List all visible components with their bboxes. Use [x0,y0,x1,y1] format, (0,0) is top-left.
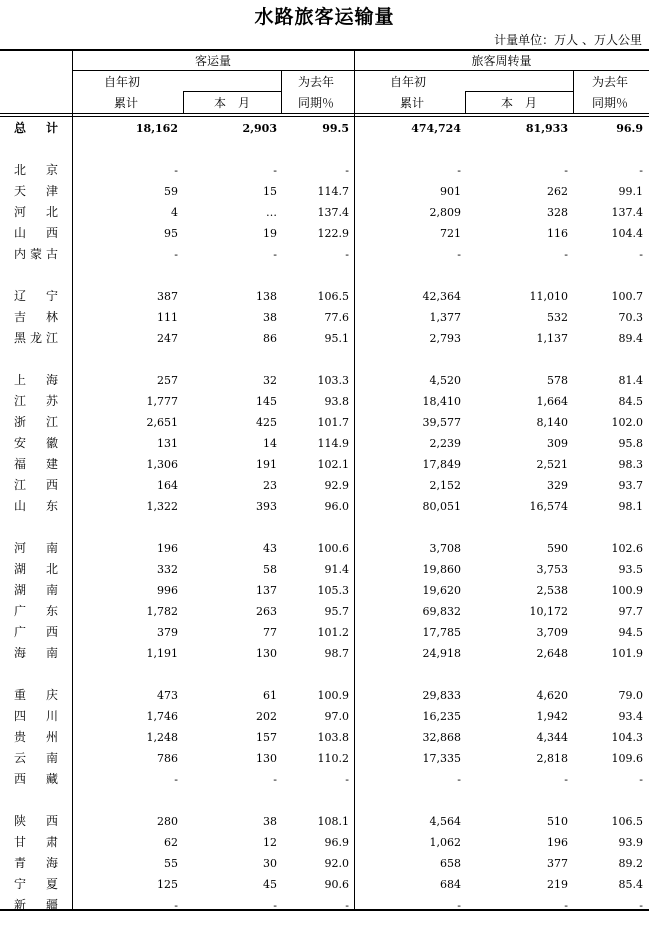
ytd-passengers-cell: 1,322 [146,500,178,513]
month-passengers-cell: 61 [263,689,277,702]
region-name: 安 徽 [14,436,58,450]
yoy-passengers-cell: 92.9 [324,479,349,492]
yoy-turnover-cell: 94.5 [618,626,643,639]
ytd-header-line2: 累计 [114,96,139,110]
region-name: 内 蒙 古 [14,247,58,261]
region-name: 黑 龙 江 [14,331,58,345]
table-row [0,181,649,202]
yoy-passengers-cell: 106.5 [317,290,349,303]
yoy-turnover-cell: 102.6 [611,542,643,555]
month-passengers-cell: 45 [263,878,277,891]
ytd-turnover-cell: 721 [440,227,461,240]
month-passengers-cell: 263 [256,605,277,618]
ytd-passengers-cell: 387 [157,290,178,303]
table-row [0,202,649,223]
table-row [0,769,649,790]
table-row [0,685,649,706]
month-turnover-cell: 262 [547,185,568,198]
month-passengers-cell: 43 [263,542,277,555]
region-name: 重 庆 [14,688,58,702]
month-turnover-cell: 219 [547,878,568,891]
month-passengers-cell: 77 [263,626,277,639]
header-bottom-rule [0,113,649,114]
spacer-row [0,349,649,370]
month-turnover-cell: 2,818 [536,752,568,765]
yoy-passengers-cell: 114.9 [317,437,349,450]
yoy-passengers-cell: - [345,248,349,261]
region-name: 北 京 [14,163,58,177]
ytd-passengers-cell: 2,651 [146,416,178,429]
ytd-turnover-cell: 17,849 [422,458,461,471]
month-passengers-cell: … [266,206,277,219]
ytd-header-line1-turnover: 自年初 [390,75,427,89]
yoy-passengers-cell: 93.8 [324,395,349,408]
ytd-passengers-cell: 18,162 [135,122,178,135]
yoy-passengers-cell: 101.2 [317,626,349,639]
yoy-turnover-cell: 97.7 [618,605,643,618]
yoy-header-line1: 为去年 [298,75,335,89]
ytd-passengers-cell: - [174,164,178,177]
yoy-turnover-cell: 96.9 [616,122,643,135]
month-passengers-cell: 130 [256,647,277,660]
ytd-header-line1: 自年初 [104,75,141,89]
unit-label: 计量单位：万人 、万人公里 [494,33,642,47]
month-turnover-cell: 4,344 [536,731,568,744]
ytd-passengers-cell: 257 [157,374,178,387]
yoy-passengers-cell: 108.1 [317,815,349,828]
month-passengers-cell: 12 [263,836,277,849]
region-name: 吉 林 [14,310,58,324]
table-row [0,748,649,769]
region-name: 天 津 [14,184,58,198]
region-name: 青 海 [14,856,58,870]
month-passengers-cell: 58 [263,563,277,576]
month-turnover-cell: 377 [547,857,568,870]
ytd-turnover-cell: - [457,899,461,912]
month-passengers-cell: - [273,773,277,786]
yoy-passengers-cell: 122.9 [317,227,349,240]
month-turnover-cell: 16,574 [529,500,568,513]
total-row [0,118,649,139]
ytd-passengers-cell: 95 [164,227,178,240]
month-turnover-cell: 2,521 [536,458,568,471]
yoy-turnover-cell: 85.4 [618,878,643,891]
header-group-rule [72,70,649,71]
month-passengers-cell: 393 [256,500,277,513]
month-turnover-cell: 3,753 [536,563,568,576]
yoy-turnover-cell: 93.7 [618,479,643,492]
yoy-turnover-cell: 70.3 [618,311,643,324]
month-passengers-cell: 15 [263,185,277,198]
table-row [0,706,649,727]
month-turnover-cell: 328 [547,206,568,219]
yoy-passengers-cell: 77.6 [324,311,349,324]
table-row [0,727,649,748]
month-turnover-cell: 2,538 [536,584,568,597]
month-passengers-cell: 38 [263,311,277,324]
month-turnover-cell: 3,709 [536,626,568,639]
table-row [0,538,649,559]
table-row [0,832,649,853]
ytd-turnover-cell: 19,860 [422,563,461,576]
month-turnover-cell: 578 [547,374,568,387]
table-row [0,643,649,664]
yoy-turnover-cell: 137.4 [611,206,643,219]
yoy-left-rule-1 [281,70,282,114]
ytd-turnover-cell: 42,364 [422,290,461,303]
region-name: 广 东 [14,604,58,618]
month-turnover-cell: - [564,899,568,912]
region-name: 湖 北 [14,562,58,576]
ytd-turnover-cell: - [457,773,461,786]
yoy-passengers-cell: 99.5 [322,122,349,135]
table-row [0,811,649,832]
month-passengers-cell: 23 [263,479,277,492]
month-turnover-cell: 309 [547,437,568,450]
table-row [0,307,649,328]
yoy-turnover-cell: 95.8 [618,437,643,450]
month-turnover-cell: 2,648 [536,647,568,660]
region-name: 海 南 [14,646,58,660]
ytd-turnover-cell: 17,785 [422,626,461,639]
region-name: 江 苏 [14,394,58,408]
ytd-passengers-cell: 4 [171,206,178,219]
ytd-passengers-cell: 131 [157,437,178,450]
yoy-passengers-cell: 96.9 [324,836,349,849]
month-turnover-cell: 1,664 [536,395,568,408]
ytd-passengers-cell: 1,777 [146,395,178,408]
ytd-turnover-cell: - [457,248,461,261]
ytd-turnover-cell: 2,809 [429,206,461,219]
ytd-passengers-cell: - [174,248,178,261]
ytd-turnover-cell: 2,152 [429,479,461,492]
yoy-turnover-cell: 106.5 [611,815,643,828]
month-passengers-cell: 130 [256,752,277,765]
region-name: 宁 夏 [14,877,58,891]
ytd-passengers-cell: 1,191 [146,647,178,660]
yoy-turnover-cell: 98.3 [618,458,643,471]
yoy-turnover-cell: 104.3 [611,731,643,744]
table-row [0,622,649,643]
ytd-turnover-cell: 658 [440,857,461,870]
month-passengers-cell: 30 [263,857,277,870]
month-turnover-cell: 1,942 [536,710,568,723]
ytd-passengers-cell: 62 [164,836,178,849]
region-name: 山 东 [14,499,58,513]
region-name: 河 南 [14,541,58,555]
table-row [0,895,649,916]
ytd-passengers-cell: 473 [157,689,178,702]
month-passengers-cell: 191 [256,458,277,471]
ytd-passengers-cell: 379 [157,626,178,639]
yoy-turnover-cell: 102.0 [611,416,643,429]
page-title: 水路旅客运输量 [254,6,395,28]
ytd-passengers-cell: 247 [157,332,178,345]
yoy-turnover-cell: 89.2 [618,857,643,870]
month-turnover-cell: 532 [547,311,568,324]
yoy-passengers-cell: - [345,164,349,177]
ytd-turnover-cell: 901 [440,185,461,198]
table-row [0,853,649,874]
ytd-passengers-cell: 332 [157,563,178,576]
spacer-row [0,265,649,286]
month-turnover-cell: 4,620 [536,689,568,702]
month-passengers-cell: 32 [263,374,277,387]
table-row [0,580,649,601]
yoy-passengers-cell: 101.7 [317,416,349,429]
month-passengers-cell: - [273,164,277,177]
region-name: 西 藏 [14,772,58,786]
month-turnover-cell: 81,933 [525,122,568,135]
month-passengers-cell: - [273,248,277,261]
yoy-passengers-cell: 92.0 [324,857,349,870]
region-name: 新 疆 [14,898,58,912]
table-row [0,601,649,622]
region-name: 甘 肃 [14,835,58,849]
yoy-passengers-cell: 103.3 [317,374,349,387]
yoy-turnover-cell: 104.4 [611,227,643,240]
ytd-passengers-cell: 786 [157,752,178,765]
yoy-turnover-cell: 109.6 [611,752,643,765]
month-passengers-cell: 145 [256,395,277,408]
month-turnover-cell: 10,172 [529,605,568,618]
ytd-turnover-cell: 32,868 [422,731,461,744]
yoy-turnover-cell: 89.4 [618,332,643,345]
yoy-passengers-cell: - [345,899,349,912]
month-passengers-cell: 157 [256,731,277,744]
ytd-turnover-cell: 684 [440,878,461,891]
month-turnover-cell: 8,140 [536,416,568,429]
spacer-row [0,664,649,685]
yoy-passengers-cell: 91.4 [324,563,349,576]
table-row [0,559,649,580]
ytd-turnover-cell: 4,520 [429,374,461,387]
month-header: 本 月 [213,96,250,110]
region-name: 江 西 [14,478,58,492]
ytd-passengers-cell: 196 [157,542,178,555]
yoy-turnover-cell: 81.4 [618,374,643,387]
yoy-passengers-cell: 90.6 [324,878,349,891]
yoy-turnover-cell: 84.5 [618,395,643,408]
region-name: 浙 江 [14,415,58,429]
region-name: 河 北 [14,205,58,219]
ytd-turnover-cell: 19,620 [422,584,461,597]
month-turnover-cell: - [564,164,568,177]
month-turnover-cell: 11,010 [529,290,568,303]
month-turnover-cell: 590 [547,542,568,555]
month-turnover-cell: 116 [547,227,568,240]
passenger-volume-header: 客运量 [194,54,231,68]
ytd-passengers-cell: 55 [164,857,178,870]
yoy-passengers-cell: 95.1 [324,332,349,345]
ytd-passengers-cell: 125 [157,878,178,891]
yoy-turnover-cell: 93.9 [618,836,643,849]
ytd-turnover-cell: 24,918 [422,647,461,660]
header-bottom-rule-double [0,116,649,117]
yoy-passengers-cell: 105.3 [317,584,349,597]
region-name: 四 川 [14,709,58,723]
region-name: 贵 州 [14,730,58,744]
region-name: 上 海 [14,373,58,387]
ytd-passengers-cell: 996 [157,584,178,597]
ytd-turnover-cell: 2,239 [429,437,461,450]
ytd-turnover-cell: 1,062 [429,836,461,849]
table-row [0,874,649,895]
table-row [0,496,649,517]
ytd-header-line2-turnover: 累计 [400,96,425,110]
month-turnover-cell: 329 [547,479,568,492]
spacer-row [0,790,649,811]
yoy-turnover-cell: 98.1 [618,500,643,513]
ytd-passengers-cell: - [174,899,178,912]
yoy-turnover-cell: 100.9 [611,584,643,597]
month-passengers-cell: 19 [263,227,277,240]
month-header-turnover: 本 月 [500,96,537,110]
yoy-turnover-cell: 93.5 [618,563,643,576]
region-name: 广 西 [14,625,58,639]
yoy-turnover-cell: - [639,899,643,912]
table-row [0,391,649,412]
yoy-turnover-cell: 101.9 [611,647,643,660]
ytd-turnover-cell: 1,377 [429,311,461,324]
ytd-passengers-cell: 164 [157,479,178,492]
yoy-passengers-cell: 102.1 [317,458,349,471]
yoy-passengers-cell: 103.8 [317,731,349,744]
ytd-passengers-cell: 280 [157,815,178,828]
yoy-header-line2-turnover: 同期％ [592,96,629,110]
region-name: 山 西 [14,226,58,240]
yoy-passengers-cell: 96.0 [324,500,349,513]
spacer-row [0,517,649,538]
ytd-turnover-cell: 39,577 [422,416,461,429]
yoy-passengers-cell: 137.4 [317,206,349,219]
yoy-turnover-cell: 99.1 [618,185,643,198]
ytd-turnover-cell: 474,724 [411,122,461,135]
region-name: 云 南 [14,751,58,765]
table-body [0,118,649,916]
table-row [0,244,649,265]
month-turnover-cell: - [564,248,568,261]
yoy-passengers-cell: 98.7 [324,647,349,660]
ytd-turnover-cell: 29,833 [422,689,461,702]
yoy-passengers-cell: 114.7 [317,185,349,198]
ytd-turnover-cell: 4,564 [429,815,461,828]
spacer-row [0,139,649,160]
table-row [0,223,649,244]
region-name: 总 计 [14,121,58,135]
yoy-passengers-cell: 97.0 [324,710,349,723]
month-header-rule-left [183,91,281,92]
yoy-turnover-cell: - [639,164,643,177]
ytd-turnover-cell: 18,410 [422,395,461,408]
yoy-turnover-cell: - [639,248,643,261]
month-turnover-cell: 196 [547,836,568,849]
ytd-turnover-cell: 2,793 [429,332,461,345]
table-top-rule [0,49,649,51]
ytd-passengers-cell: - [174,773,178,786]
table-row [0,370,649,391]
table-row [0,412,649,433]
ytd-turnover-cell: 3,708 [429,542,461,555]
table-row [0,328,649,349]
ytd-turnover-cell: - [457,164,461,177]
month-header-rule-right [465,91,573,92]
month-turnover-cell: 1,137 [536,332,568,345]
yoy-passengers-cell: - [345,773,349,786]
ytd-turnover-cell: 69,832 [422,605,461,618]
ytd-passengers-cell: 111 [157,311,178,324]
ytd-passengers-cell: 1,746 [146,710,178,723]
ytd-passengers-cell: 1,248 [146,731,178,744]
ytd-passengers-cell: 59 [164,185,178,198]
yoy-left-rule-2 [573,70,574,114]
ytd-turnover-cell: 17,335 [422,752,461,765]
month-passengers-cell: 2,903 [242,122,277,135]
passenger-turnover-header: 旅客周转量 [471,54,532,68]
region-name: 湖 南 [14,583,58,597]
ytd-passengers-cell: 1,782 [146,605,178,618]
month-passengers-cell: - [273,899,277,912]
month-turnover-cell: 510 [547,815,568,828]
table-row [0,454,649,475]
table-row [0,433,649,454]
region-name: 陕 西 [14,814,58,828]
ytd-passengers-cell: 1,306 [146,458,178,471]
yoy-turnover-cell: 79.0 [618,689,643,702]
month-passengers-cell: 202 [256,710,277,723]
yoy-passengers-cell: 100.6 [317,542,349,555]
table-row [0,160,649,181]
month-passengers-cell: 14 [263,437,277,450]
yoy-passengers-cell: 100.9 [317,689,349,702]
yoy-turnover-cell: 100.7 [611,290,643,303]
yoy-passengers-cell: 110.2 [317,752,349,765]
month-passengers-cell: 425 [256,416,277,429]
yoy-header-line1-turnover: 为去年 [592,75,629,89]
month-turnover-cell: - [564,773,568,786]
yoy-turnover-cell: 93.4 [618,710,643,723]
region-name: 福 建 [14,457,58,471]
ytd-turnover-cell: 16,235 [422,710,461,723]
table-row [0,286,649,307]
yoy-passengers-cell: 95.7 [324,605,349,618]
ytd-turnover-cell: 80,051 [422,500,461,513]
yoy-turnover-cell: - [639,773,643,786]
month-passengers-cell: 137 [256,584,277,597]
month-passengers-cell: 138 [256,290,277,303]
month-passengers-cell: 38 [263,815,277,828]
table-row [0,475,649,496]
region-name: 辽 宁 [14,289,58,303]
month-passengers-cell: 86 [263,332,277,345]
yoy-header-line2: 同期％ [298,96,335,110]
